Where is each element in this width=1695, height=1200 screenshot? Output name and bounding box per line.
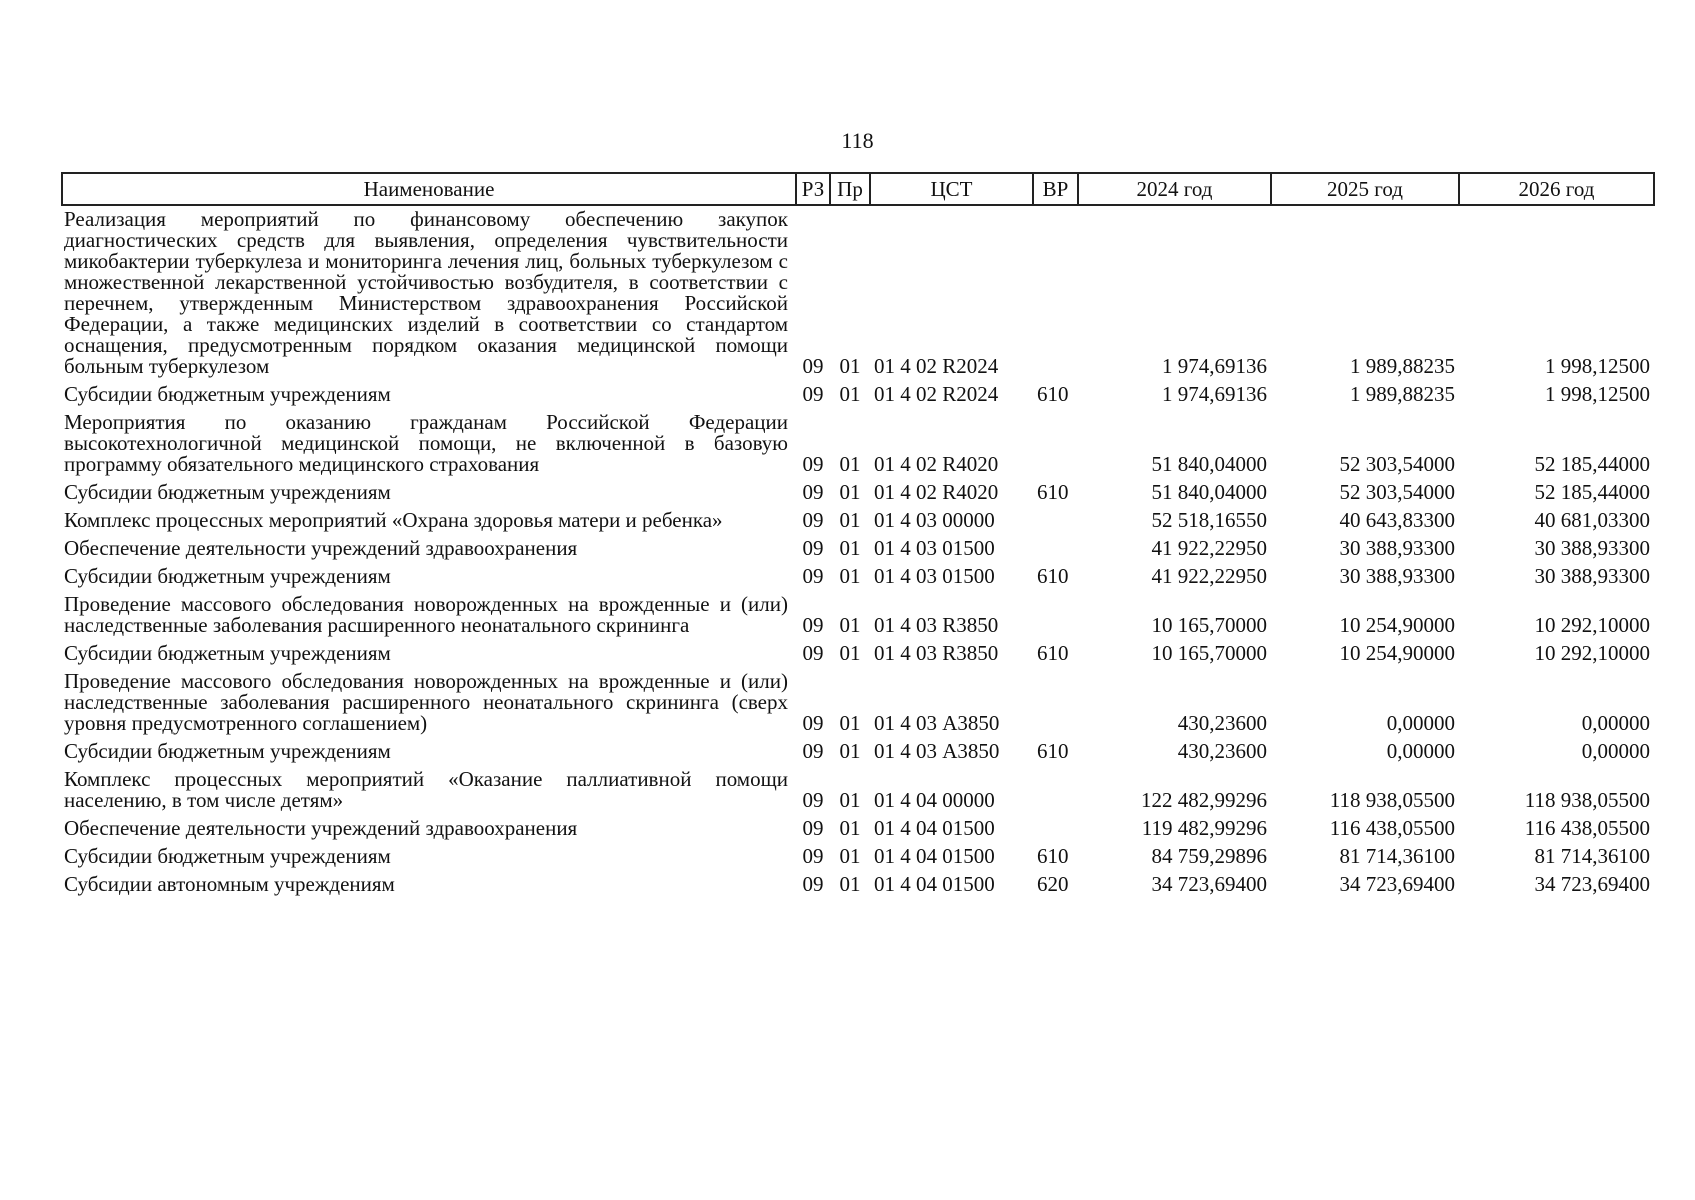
cell-2025: 40 643,83300 xyxy=(1339,508,1455,532)
cell-pr: 01 xyxy=(839,508,861,532)
cell-vr: 610 xyxy=(1037,382,1069,406)
cell-2025: 1 989,88235 xyxy=(1350,354,1455,378)
cell-cst: 01 4 03 А3850 xyxy=(874,711,1000,735)
page-number: 118 xyxy=(841,128,874,153)
header-2025: 2025 год xyxy=(1271,173,1459,205)
table-row xyxy=(62,205,1654,381)
cell-cst: 01 4 03 R3850 xyxy=(874,613,999,637)
cell-2026: 10 292,10000 xyxy=(1534,613,1650,637)
header-name: Наименование xyxy=(62,173,796,205)
cell-2024: 10 165,70000 xyxy=(1151,613,1267,637)
cell-cst: 01 4 02 R2024 xyxy=(874,354,999,378)
cell-name: Проведение массового обследования новорожденных на врожденные и (или) наследственные заболевания расширенного неонатального скрининга xyxy=(64,592,788,637)
table-row xyxy=(62,507,1654,535)
cell-2025: 30 388,93300 xyxy=(1339,536,1455,560)
cell-cst: 01 4 03 01500 xyxy=(874,564,995,588)
cell-rz: 09 xyxy=(802,872,824,896)
cell-cst: 01 4 02 R2024 xyxy=(874,382,999,406)
cell-2025: 0,00000 xyxy=(1386,711,1455,735)
cell-pr: 01 xyxy=(839,711,861,735)
cell-vr xyxy=(1033,535,1078,563)
table-row xyxy=(62,381,1654,409)
table-row xyxy=(62,535,1654,563)
cell-name: Комплекс процессных мероприятий «Оказание паллиативной помощи населению, в том числе детям» xyxy=(64,767,788,812)
table-row xyxy=(62,591,1654,640)
table-row xyxy=(62,871,1654,899)
cell-2026: 81 714,36100 xyxy=(1534,844,1650,868)
cell-cst: 01 4 03 А3850 xyxy=(874,739,1000,763)
header-2026: 2026 год xyxy=(1459,173,1654,205)
cell-name: Обеспечение деятельности учреждений здравоохранения xyxy=(64,816,578,840)
cell-name: Обеспечение деятельности учреждений здравоохранения xyxy=(64,536,578,560)
cell-2026: 40 681,03300 xyxy=(1534,508,1650,532)
cell-vr xyxy=(1033,766,1078,815)
cell-2025: 34 723,69400 xyxy=(1339,872,1455,896)
cell-name: Мероприятия по оказанию гражданам Российской Федерации высокотехнологичной медицинской помощи, не включенной в базовую программу обязательного медицинского страхования xyxy=(64,410,788,476)
cell-cst: 01 4 03 R3850 xyxy=(874,641,999,665)
cell-rz: 09 xyxy=(802,508,824,532)
cell-name: Субсидии бюджетным учреждениям xyxy=(64,739,391,763)
cell-2026: 30 388,93300 xyxy=(1534,536,1650,560)
cell-pr: 01 xyxy=(839,564,861,588)
cell-2026: 52 185,44000 xyxy=(1534,480,1650,504)
cell-vr: 610 xyxy=(1037,641,1069,665)
cell-2025: 52 303,54000 xyxy=(1339,452,1455,476)
cell-2026: 52 185,44000 xyxy=(1534,452,1650,476)
cell-2024: 41 922,22950 xyxy=(1151,536,1267,560)
cell-name: Реализация мероприятий по финансовому обеспечению закупок диагностических средств для выявления, определения чувствительности микобактерии туберкулеза и мониторинга лечения лиц, больных туберкулезом с множественной лекарственной устойчивостью возбудителя, в соответствии с перечнем, утвержденным Министерством здравоохранения Российской Федерации, а также медицинских изделий в соответствии со стандартом оснащения, предусмотренным порядком оказания медицинской помощи больным туберкулезом xyxy=(64,207,788,378)
cell-2024: 122 482,99296 xyxy=(1141,788,1267,812)
cell-cst: 01 4 02 R4020 xyxy=(874,480,999,504)
cell-pr: 01 xyxy=(839,872,861,896)
cell-rz: 09 xyxy=(802,536,824,560)
cell-vr: 610 xyxy=(1037,739,1069,763)
cell-rz: 09 xyxy=(802,480,824,504)
table-row xyxy=(62,668,1654,738)
table-row xyxy=(62,563,1654,591)
cell-2025: 116 438,05500 xyxy=(1329,816,1455,840)
cell-pr: 01 xyxy=(839,452,861,476)
cell-2024: 51 840,04000 xyxy=(1151,480,1267,504)
table-body xyxy=(62,205,1654,899)
table-row xyxy=(62,815,1654,843)
cell-pr: 01 xyxy=(839,480,861,504)
cell-vr xyxy=(1033,507,1078,535)
cell-2026: 30 388,93300 xyxy=(1534,564,1650,588)
cell-2026: 1 998,12500 xyxy=(1545,354,1650,378)
cell-2024: 1 974,69136 xyxy=(1162,354,1267,378)
table-row xyxy=(62,738,1654,766)
cell-pr: 01 xyxy=(839,613,861,637)
cell-name: Субсидии бюджетным учреждениям xyxy=(64,480,391,504)
cell-2024: 52 518,16550 xyxy=(1151,508,1267,532)
cell-rz: 09 xyxy=(802,711,824,735)
cell-rz: 09 xyxy=(802,788,824,812)
cell-rz: 09 xyxy=(802,844,824,868)
cell-rz: 09 xyxy=(802,354,824,378)
cell-rz: 09 xyxy=(802,564,824,588)
cell-vr xyxy=(1033,205,1078,381)
cell-name: Субсидии бюджетным учреждениям xyxy=(64,641,391,665)
cell-rz: 09 xyxy=(802,452,824,476)
header-vr: ВР xyxy=(1033,173,1078,205)
cell-name: Комплекс процессных мероприятий «Охрана здоровья матери и ребенка» xyxy=(64,508,723,532)
table-row xyxy=(62,843,1654,871)
cell-2026: 116 438,05500 xyxy=(1524,816,1650,840)
header-2024: 2024 год xyxy=(1078,173,1271,205)
cell-2026: 34 723,69400 xyxy=(1534,872,1650,896)
cell-vr: 620 xyxy=(1037,872,1069,896)
cell-cst: 01 4 04 01500 xyxy=(874,844,995,868)
cell-cst: 01 4 04 01500 xyxy=(874,872,995,896)
cell-pr: 01 xyxy=(839,844,861,868)
cell-vr xyxy=(1033,815,1078,843)
cell-2024: 51 840,04000 xyxy=(1151,452,1267,476)
cell-name: Субсидии бюджетным учреждениям xyxy=(64,564,391,588)
cell-name: Проведение массового обследования новорожденных на врожденные и (или) наследственные заболевания расширенного неонатального скрининга (сверх уровня предусмотренного соглашением) xyxy=(64,669,788,735)
cell-2025: 1 989,88235 xyxy=(1350,382,1455,406)
cell-2024: 430,23600 xyxy=(1177,739,1267,763)
cell-2026: 1 998,12500 xyxy=(1545,382,1650,406)
cell-rz: 09 xyxy=(802,382,824,406)
cell-rz: 09 xyxy=(802,613,824,637)
cell-cst: 01 4 03 01500 xyxy=(874,536,995,560)
cell-2024: 34 723,69400 xyxy=(1151,872,1267,896)
table-row xyxy=(62,766,1654,815)
cell-2024: 119 482,99296 xyxy=(1141,816,1267,840)
cell-2025: 30 388,93300 xyxy=(1339,564,1455,588)
cell-vr: 610 xyxy=(1037,844,1069,868)
table-header xyxy=(62,173,1654,205)
cell-2025: 10 254,90000 xyxy=(1339,641,1455,665)
cell-2024: 41 922,22950 xyxy=(1151,564,1267,588)
cell-2024: 430,23600 xyxy=(1177,711,1267,735)
cell-name: Субсидии бюджетным учреждениям xyxy=(64,844,391,868)
cell-cst: 01 4 02 R4020 xyxy=(874,452,999,476)
cell-cst: 01 4 04 00000 xyxy=(874,788,995,812)
cell-2025: 118 938,05500 xyxy=(1329,788,1455,812)
cell-vr xyxy=(1033,668,1078,738)
cell-name: Субсидии автономным учреждениям xyxy=(64,872,395,896)
cell-pr: 01 xyxy=(839,354,861,378)
cell-pr: 01 xyxy=(839,382,861,406)
cell-2024: 84 759,29896 xyxy=(1151,844,1267,868)
table-row xyxy=(62,479,1654,507)
cell-pr: 01 xyxy=(839,739,861,763)
cell-rz: 09 xyxy=(802,641,824,665)
cell-vr xyxy=(1033,409,1078,479)
cell-2025: 10 254,90000 xyxy=(1339,613,1455,637)
cell-2025: 81 714,36100 xyxy=(1339,844,1455,868)
table-row xyxy=(62,409,1654,479)
cell-name: Субсидии бюджетным учреждениям xyxy=(64,382,391,406)
header-pr: Пр xyxy=(830,173,870,205)
budget-table xyxy=(61,172,1655,899)
header-row xyxy=(62,173,1654,205)
cell-2025: 52 303,54000 xyxy=(1339,480,1455,504)
cell-cst: 01 4 03 00000 xyxy=(874,508,995,532)
header-rz: РЗ xyxy=(796,173,830,205)
cell-rz: 09 xyxy=(802,739,824,763)
cell-pr: 01 xyxy=(839,641,861,665)
cell-2026: 118 938,05500 xyxy=(1524,788,1650,812)
table-row xyxy=(62,640,1654,668)
cell-vr xyxy=(1033,591,1078,640)
cell-pr: 01 xyxy=(839,536,861,560)
cell-2024: 10 165,70000 xyxy=(1151,641,1267,665)
header-cst: ЦСТ xyxy=(870,173,1033,205)
cell-vr: 610 xyxy=(1037,480,1069,504)
cell-cst: 01 4 04 01500 xyxy=(874,816,995,840)
cell-pr: 01 xyxy=(839,788,861,812)
cell-rz: 09 xyxy=(802,816,824,840)
cell-2026: 0,00000 xyxy=(1581,711,1650,735)
cell-pr: 01 xyxy=(839,816,861,840)
cell-2025: 0,00000 xyxy=(1386,739,1455,763)
cell-2026: 10 292,10000 xyxy=(1534,641,1650,665)
cell-vr: 610 xyxy=(1037,564,1069,588)
cell-2024: 1 974,69136 xyxy=(1162,382,1267,406)
cell-2026: 0,00000 xyxy=(1581,739,1650,763)
